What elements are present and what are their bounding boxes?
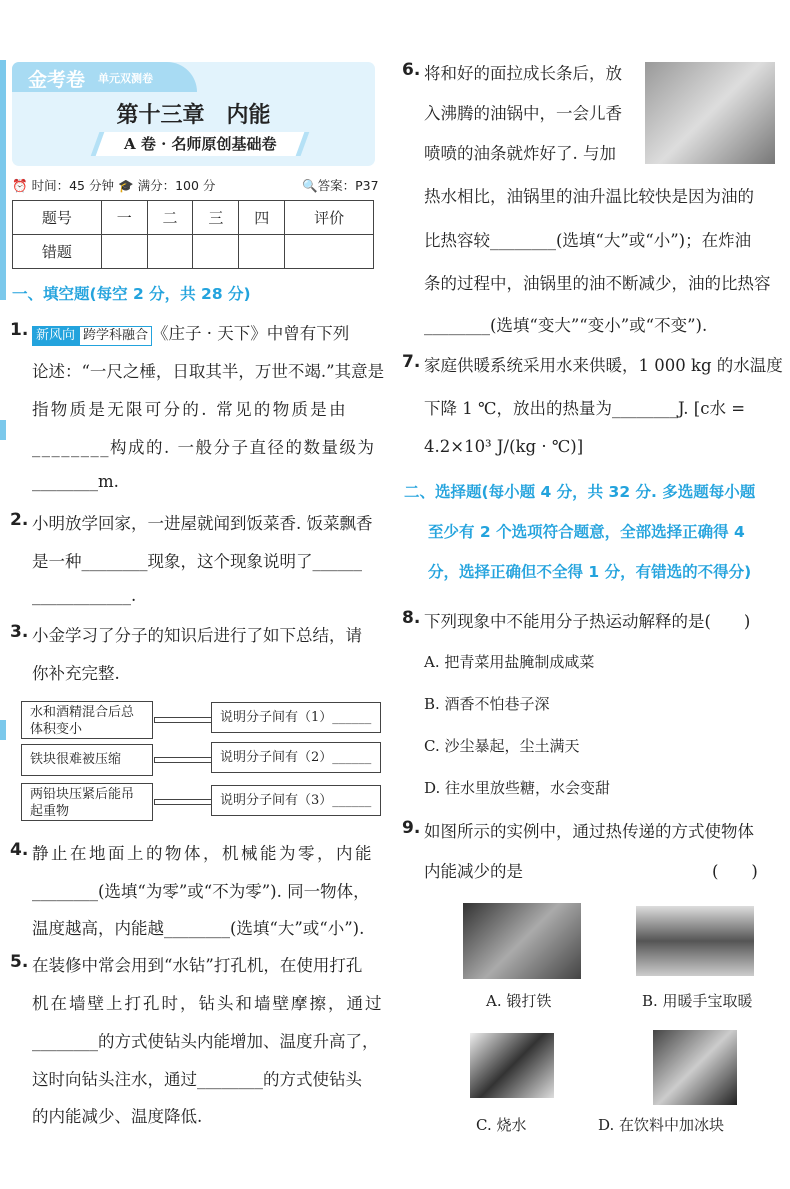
tag-interdisciplinary: 跨学科融合 [79,326,152,346]
search-icon: 🔍 [302,178,318,193]
option-b: B. 用暖手宝取暖 [642,992,753,1010]
section-heading: 分，选择正确但不全得 1 分，有错选的不得分) [428,563,752,581]
question-number: 2. [10,510,29,530]
question-line: ________m. [32,472,119,491]
time-info: ⏰ 时间：45 分钟 [12,178,114,193]
option-d: D. 往水里放些糖，水会变甜 [424,779,611,797]
cell: 四 [239,201,285,235]
margin-strip [0,720,6,740]
cell: 三 [193,201,239,235]
question-line: 条的过程中，油锅里的油不断减少，油的比热容 [424,274,771,293]
diagram-left-box: 水和酒精混合后总体积变小 [21,701,153,739]
question-line: 论述：“一尺之棰，日取其半，万世不竭.”其意是 [32,362,385,381]
question-line: 内能减少的是 [424,862,523,881]
question-number: 1. [10,320,29,340]
question-line: 如图所示的实例中，通过热传递的方式使物体 [424,822,754,841]
forging-image [463,903,581,979]
question-number: 4. [10,840,29,860]
cell [147,235,193,269]
cell: 二 [147,201,193,235]
question-line: 指物质是无限可分的. 常见的物质是由 [32,400,348,419]
cell: 错题 [13,235,102,269]
option-c: C. 烧水 [476,1116,527,1134]
question-number: 3. [10,622,29,642]
question-line: 4.2×10³ J/(kg · ℃)] [424,437,584,456]
option-b: B. 酒香不怕巷子深 [424,695,550,713]
section-heading: 至少有 2 个选项符合题意，全部选择正确得 4 [428,523,745,541]
margin-strip [0,420,6,440]
question-line: ________构成的. 一般分子直径的数量级为 [32,438,376,457]
question-line: ____________. [32,586,137,605]
table-row [13,201,374,235]
question-line: 入沸腾的油锅中，一会儿香 [424,104,622,123]
question-number: 7. [402,352,421,372]
question-line: 温度越高，内能越________(选填“大”或“小”). [32,919,365,938]
question-line: 家庭供暖系统采用水来供暖，1 000 kg 的水温度 [424,356,783,375]
diagram-right-box: 说明分子间有（2）______ [211,742,381,773]
question-line: 新风向 跨学科融合 《庄子 · 天下》中曾有下列 [32,320,349,346]
diagram-right-box: 说明分子间有（1）______ [211,702,381,733]
subtitle: A 卷 · 名师原创基础卷 [91,132,310,156]
question-line: 热水相比，油锅里的油升温比较快是因为油的 [424,187,754,206]
question-line: 小明放学回家，一进屋就闻到饭菜香. 饭菜飘香 [32,514,373,533]
question-line: 下降 1 ℃，放出的热量为________J. [c水 = [424,399,746,418]
hand-warmer-image [636,906,754,976]
question-line: 这时向钻头注水，通过________的方式使钻头 [32,1070,362,1089]
cell: 题号 [13,201,102,235]
question-number: 6. [402,60,421,80]
question-number: 8. [402,608,421,628]
table-row [13,235,374,269]
cell [239,235,285,269]
graduation-cap-icon: 🎓 [118,178,134,193]
question-line: ________的方式使钻头内能增加、温度升高了， [32,1032,379,1051]
option-d: D. 在饮料中加冰块 [598,1116,725,1134]
option-c: C. 沙尘暴起，尘土满天 [424,737,580,755]
question-line: ________(选填“变大”“变小”或“不变”). [424,316,708,335]
question-line: 小金学习了分子的知识后进行了如下总结，请 [32,626,362,645]
brand-banner [12,62,197,92]
score-table [12,200,374,269]
question-line: 喷喷的油条就炸好了. 与加 [424,144,616,163]
cell: 一 [101,201,147,235]
question-number: 9. [402,818,421,838]
option-a: A. 把青菜用盐腌制成咸菜 [424,653,595,671]
clock-icon: ⏰ [12,178,28,193]
option-a: A. 锻打铁 [486,992,552,1010]
question-line: 将和好的面拉成长条后，放 [424,64,622,83]
cell: 评价 [285,201,374,235]
tag-new-trend: 新风向 [32,326,79,346]
question-line: 是一种________现象，这个现象说明了______ [32,552,362,571]
page-title: 第十三章 内能 [116,102,271,128]
iced-drink-image [653,1030,737,1105]
cell [101,235,147,269]
question-stem: 下列现象中不能用分子热运动解释的是( ) [424,612,751,631]
brand-sub: 单元双测卷 [98,72,153,85]
question-line: 比热容较________(选填“大”或“小”)；在炸油 [424,231,752,250]
question-line: ________(选填“为零”或“不为零”). 同一物体， [32,882,370,901]
kettle-image [470,1033,554,1098]
question-line: 机在墙壁上打孔时，钻头和墙壁摩擦，通过 [32,994,384,1013]
section-heading: 二、选择题(每小题 4 分，共 32 分. 多选题每小题 [404,483,756,501]
cell [193,235,239,269]
question-line: 在装修中常会用到“水钻”打孔机，在使用打孔 [32,956,363,975]
question-number: 5. [10,952,29,972]
brand-logo: 金考卷 [28,69,86,91]
diagram-left-box: 铁块很难被压缩 [21,744,153,776]
diagram-right-box: 说明分子间有（3）______ [211,785,381,816]
fried-dough-image [645,62,775,164]
question-line: 你补充完整. [32,664,120,683]
question-line: 静止在地面上的物体，机械能为零，内能 [32,844,374,863]
answer-info: 🔍答案：P37 [302,178,379,193]
diagram-left-box: 两铅块压紧后能吊起重物 [21,783,153,821]
answer-paren: ( ) [712,862,758,881]
section-heading: 一、填空题(每空 2 分，共 28 分) [12,285,251,303]
cell [285,235,374,269]
score-info: 🎓 满分：100 分 [118,178,216,193]
margin-strip [0,60,6,300]
question-line: 的内能减少、温度降低. [32,1107,203,1126]
